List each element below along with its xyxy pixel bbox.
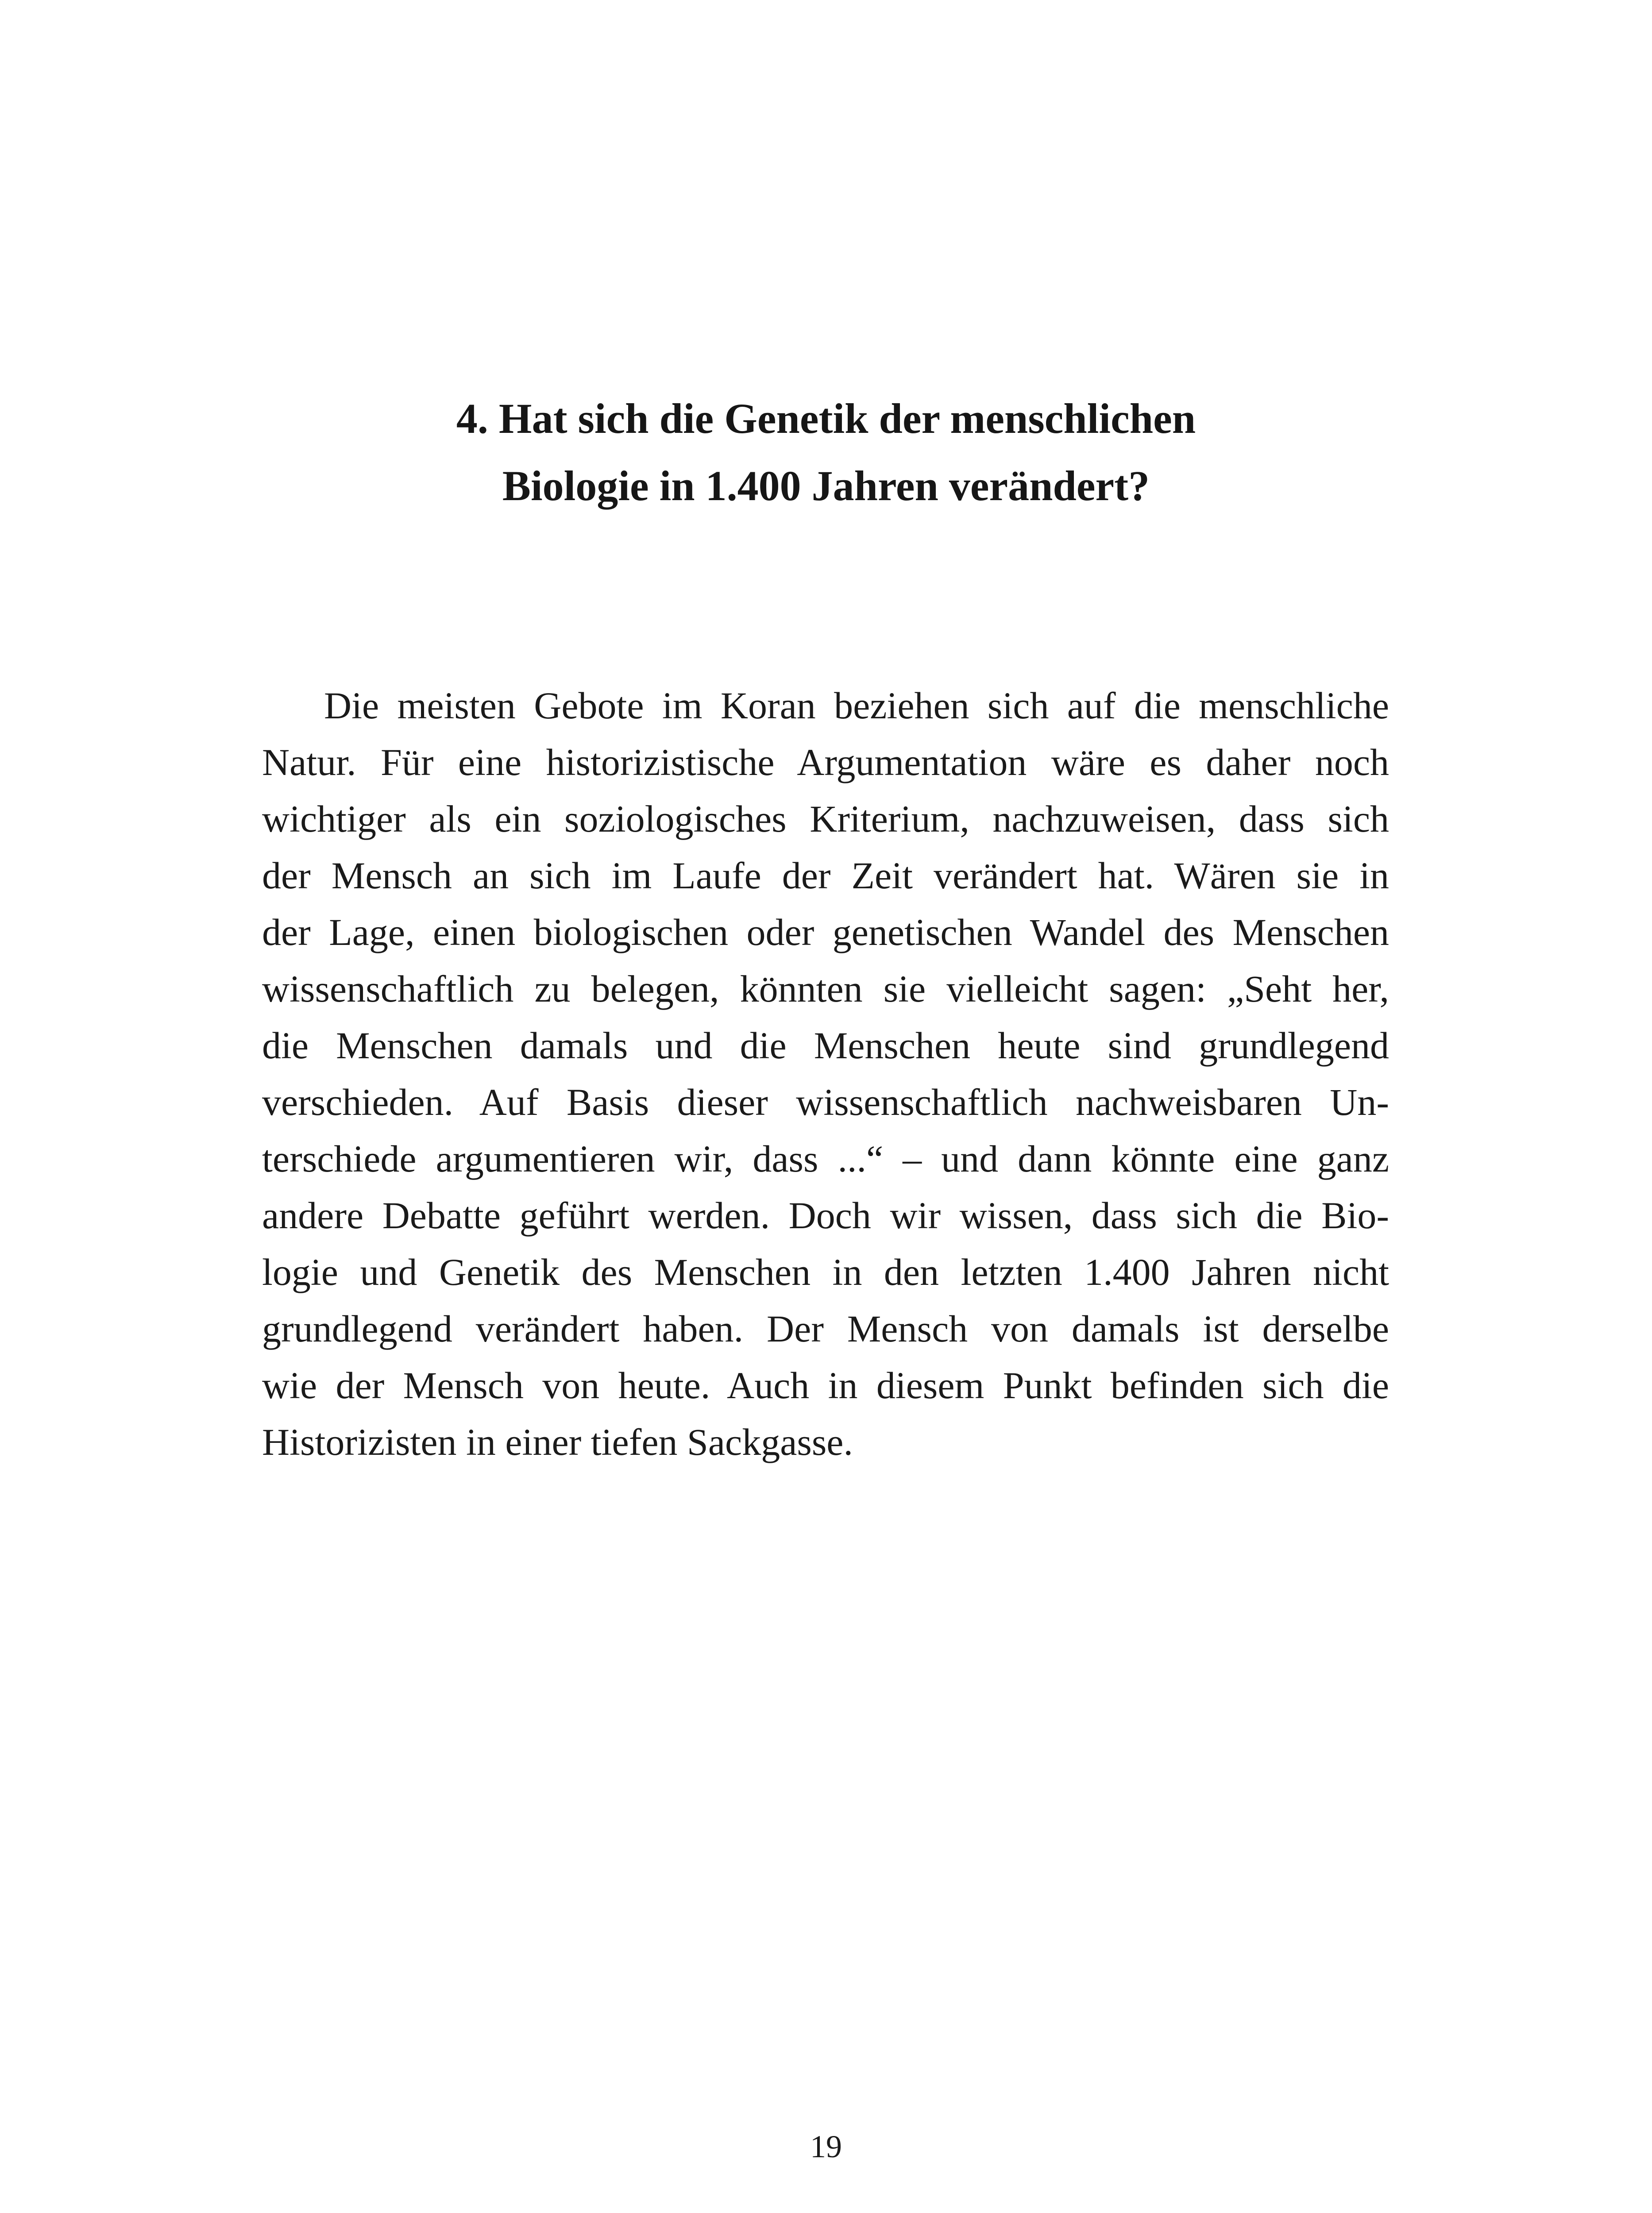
paragraph-line: der Mensch an sich im Laufe der Zeit verändert hat. Wären sie in bbox=[262, 854, 1389, 897]
paragraph-line: Natur. Für eine historizistische Argumentation wäre es daher noch bbox=[262, 741, 1389, 783]
paragraph-line: Historizisten in einer tiefen Sackgasse. bbox=[262, 1421, 853, 1463]
paragraph-line: wie der Mensch von heute. Auch in diesem Punkt befinden sich die bbox=[262, 1364, 1389, 1407]
chapter-heading bbox=[248, 385, 1404, 520]
paragraph-line: wissenschaftlich zu belegen, könnten sie vielleicht sagen: „Seht her, bbox=[262, 968, 1389, 1010]
chapter-heading-line-2: Biologie in 1.400 Jahren verändert? bbox=[502, 462, 1150, 509]
paragraph-line: Die meisten Gebote im Koran beziehen sich auf die menschliche bbox=[324, 684, 1389, 727]
paragraph-line: andere Debatte geführt werden. Doch wir wissen, dass sich die Bio- bbox=[262, 1194, 1389, 1237]
paragraph-line: der Lage, einen biologischen oder genetischen Wandel des Menschen bbox=[262, 911, 1389, 953]
chapter-heading-line-1: 4. Hat sich die Genetik der menschlichen bbox=[456, 395, 1196, 442]
paragraph-line: wichtiger als ein soziologisches Kriterium, nachzuweisen, dass sich bbox=[262, 798, 1389, 840]
paragraph-line: grundlegend verändert haben. Der Mensch von damals ist derselbe bbox=[262, 1307, 1389, 1350]
paragraph-line: logie und Genetik des Menschen in den letzten 1.400 Jahren nicht bbox=[262, 1251, 1389, 1293]
paragraph-line: die Menschen damals und die Menschen heute sind grundlegend bbox=[262, 1024, 1389, 1067]
paragraph-line: verschieden. Auf Basis dieser wissenschaftlich nachweisbaren Un- bbox=[262, 1081, 1389, 1123]
paragraph-line: terschiede argumentieren wir, dass ...“ – und dann könnte eine ganz bbox=[262, 1137, 1389, 1180]
page-number: 19 bbox=[810, 2129, 842, 2164]
body-paragraph bbox=[262, 677, 1389, 1470]
